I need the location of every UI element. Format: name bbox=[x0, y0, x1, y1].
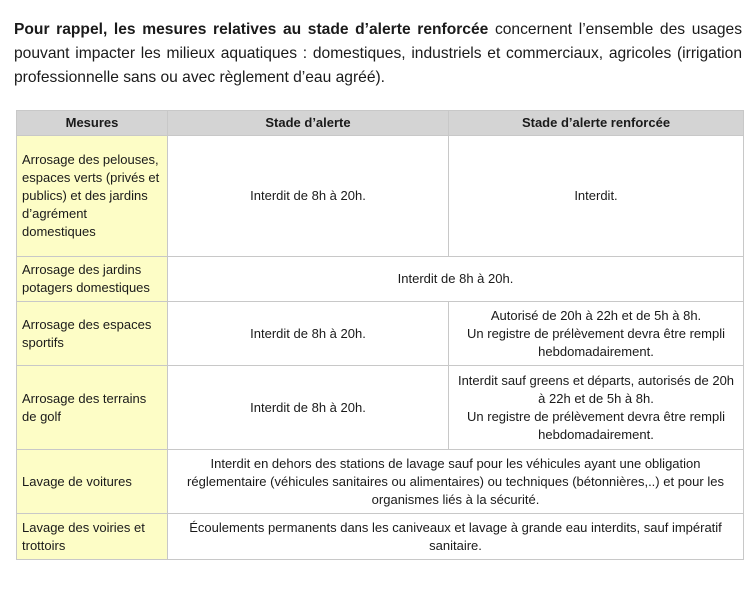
measure-cell: Arrosage des jardins potagers domestiques bbox=[17, 257, 168, 302]
alerte-cell: Interdit de 8h à 20h. bbox=[168, 366, 449, 450]
measure-cell: Lavage de voitures bbox=[17, 450, 168, 514]
renforcee-cell: Interdit. bbox=[449, 136, 744, 257]
measures-table bbox=[16, 110, 744, 560]
merged-rule-cell: Interdit de 8h à 20h. bbox=[168, 257, 744, 302]
renforcee-cell bbox=[449, 366, 744, 450]
header-stade-alerte-renforcee: Stade d’alerte renforcée bbox=[449, 111, 744, 136]
measure-cell: Arrosage des espaces sportifs bbox=[17, 302, 168, 366]
table-row bbox=[17, 514, 744, 560]
renforcee-line: Un registre de prélèvement devra être rempli hebdomadairement. bbox=[467, 408, 725, 442]
renforcee-line: Un registre de prélèvement devra être rempli hebdomadairement. bbox=[467, 325, 725, 359]
renforcee-line: Interdit sauf greens et départs, autorisés de 20h à 22h et de 5h à 8h. bbox=[457, 372, 735, 406]
measure-cell: Lavage des voiries et trottoirs bbox=[17, 514, 168, 560]
merged-rule-cell: Écoulements permanents dans les caniveaux et lavage à grande eau interdits, sauf impératif sanitaire. bbox=[168, 514, 744, 560]
alerte-cell: Interdit de 8h à 20h. bbox=[168, 302, 449, 366]
renforcee-cell bbox=[449, 302, 744, 366]
intro-paragraph bbox=[14, 18, 742, 90]
intro-bold-text: Pour rappel, les mesures relatives au stade d’alerte renforcée bbox=[14, 21, 489, 38]
intro-text: concernent l’ensemble des usages pouvant impacter les milieux aquatiques : domestiques, industriels et commerciaux, agricoles (irrigation professionnelle sans ou avec règlement d’eau agréé). bbox=[14, 21, 742, 86]
alerte-cell: Interdit de 8h à 20h. bbox=[168, 136, 449, 257]
table-header-row bbox=[17, 111, 744, 136]
header-stade-alerte: Stade d’alerte bbox=[168, 111, 449, 136]
table-row bbox=[17, 257, 744, 302]
merged-rule-cell: Interdit en dehors des stations de lavage sauf pour les véhicules ayant une obligation réglementaire (véhicules sanitaires ou alimentaires) ou techniques (bétonnières,..) et pour les organismes liés à la sécurité. bbox=[168, 450, 744, 514]
table-row bbox=[17, 450, 744, 514]
measure-cell: Arrosage des terrains de golf bbox=[17, 366, 168, 450]
header-mesures: Mesures bbox=[17, 111, 168, 136]
table-row bbox=[17, 136, 744, 257]
table-row bbox=[17, 366, 744, 450]
measure-cell: Arrosage des pelouses, espaces verts (privés et publics) et des jardins d’agrément domestiques bbox=[17, 136, 168, 257]
renforcee-line: Autorisé de 20h à 22h et de 5h à 8h. bbox=[490, 307, 702, 323]
table-row bbox=[17, 302, 744, 366]
